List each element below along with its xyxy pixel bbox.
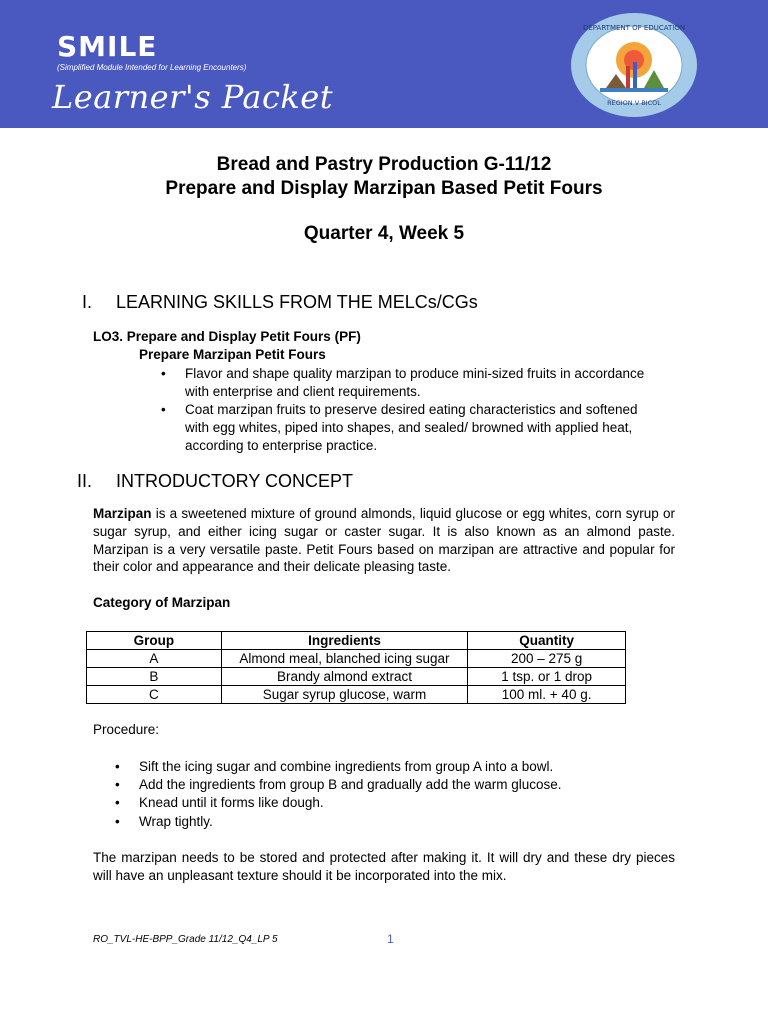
svg-text:DEPARTMENT OF EDUCATION: DEPARTMENT OF EDUCATION [582, 24, 686, 32]
table-cell: B [87, 668, 222, 686]
page-number: 1 [387, 932, 394, 946]
learning-outcome: LO3. Prepare and Display Petit Fours (PF) [93, 329, 361, 344]
category-label: Category of Marzipan [93, 595, 231, 610]
footer-code: RO_TVL-HE-BPP_Grade 11/12_Q4_LP 5 [93, 934, 278, 945]
table-cell: 200 – 275 g [468, 650, 626, 668]
table-cell: 100 ml. + 40 g. [468, 686, 626, 704]
marzipan-category-table [86, 631, 626, 704]
table-cell: Brandy almond extract [221, 668, 468, 686]
table-row [87, 650, 626, 668]
brand-logo-text: SMILE [57, 30, 158, 63]
table-cell: 1 tsp. or 1 drop [468, 668, 626, 686]
bullet-text: Flavor and shape quality marzipan to produce mini-sized fruits in accordance [185, 366, 645, 381]
quarter-week: Quarter 4, Week 5 [303, 223, 465, 244]
list-item [115, 758, 655, 776]
section-2-heading [77, 471, 677, 493]
brand-subtitle: (Simplified Module Intended for Learning Encounters) [57, 63, 247, 72]
section-1-heading [82, 292, 682, 314]
section-2-number: II. [77, 471, 93, 491]
learners-packet-title: Learner's Packet [52, 78, 334, 116]
subject-title: Bread and Pastry Production G-11/12 [216, 154, 552, 175]
bullet-text: with enterprise and client requirements. [185, 384, 421, 399]
list-item [115, 794, 655, 812]
procedure-step: Wrap tightly. [139, 813, 213, 829]
bullet-icon: • [115, 777, 120, 793]
procedure-step: Knead until it forms like dough. [139, 795, 324, 811]
bullet-text: Coat marzipan fruits to preserve desired eating characteristics and softened [185, 402, 638, 417]
bullet-icon: • [115, 759, 120, 774]
bullet-icon: • [115, 813, 120, 829]
bullet-text: according to enterprise practice. [185, 438, 378, 453]
list-item [115, 776, 655, 794]
bullet-icon: • [161, 366, 166, 381]
deped-seal-logo [570, 12, 698, 118]
table-header-row [87, 632, 626, 650]
table-cell: Sugar syrup glucose, warm [221, 686, 468, 704]
bullet-icon: • [161, 402, 166, 417]
procedure-label: Procedure: [93, 722, 160, 737]
procedure-step: Sift the icing sugar and combine ingredients from group A into a bowl. [139, 759, 554, 774]
column-header: Group [87, 632, 222, 650]
svg-text:REGION V BICOL: REGION V BICOL [607, 99, 661, 107]
column-header: Ingredients [221, 632, 468, 650]
melc-list [161, 365, 681, 455]
procedure-step: Add the ingredients from group B and gradually add the warm glucose. [139, 777, 562, 793]
bullet-text: with egg whites, piped into shapes, and sealed/ browned with applied heat, [185, 420, 633, 435]
list-item [115, 813, 655, 831]
closing-paragraph: The marzipan needs to be stored and protected after making it. It will dry and these dry pieces will have an unpleasant texture should it be incorporated into the mix. [93, 850, 675, 883]
section-1-number: I. [82, 292, 93, 312]
table-cell: A [87, 650, 222, 668]
table-row [87, 668, 626, 686]
column-header: Quantity [468, 632, 626, 650]
lesson-title: Prepare and Display Marzipan Based Petit Fours [165, 178, 603, 199]
term-marzipan: Marzipan [93, 506, 152, 521]
list-item [161, 365, 681, 401]
procedure-list [115, 758, 655, 831]
table-cell: C [87, 686, 222, 704]
header-banner [0, 0, 768, 128]
table-cell: Almond meal, blanched icing sugar [221, 650, 468, 668]
learning-outcome-sub: Prepare Marzipan Petit Fours [139, 347, 326, 362]
section-1-title: LEARNING SKILLS FROM THE MELCs/CGs [116, 292, 478, 312]
intro-text: is a sweetened mixture of ground almonds, liquid glucose or egg whites, corn syrup or sugar syrup, and either icing sugar or caster sugar. It is also known as an almond paste. Marzipan is a very versatile paste. Petit Fours based on marzipan are attractive and popular for their color and appearance and their delicate pleasing taste. [93, 506, 675, 575]
table-row [87, 686, 626, 704]
intro-paragraph [93, 505, 675, 576]
section-2-title: INTRODUCTORY CONCEPT [116, 471, 354, 491]
list-item [161, 401, 681, 455]
bullet-icon: • [115, 795, 120, 811]
